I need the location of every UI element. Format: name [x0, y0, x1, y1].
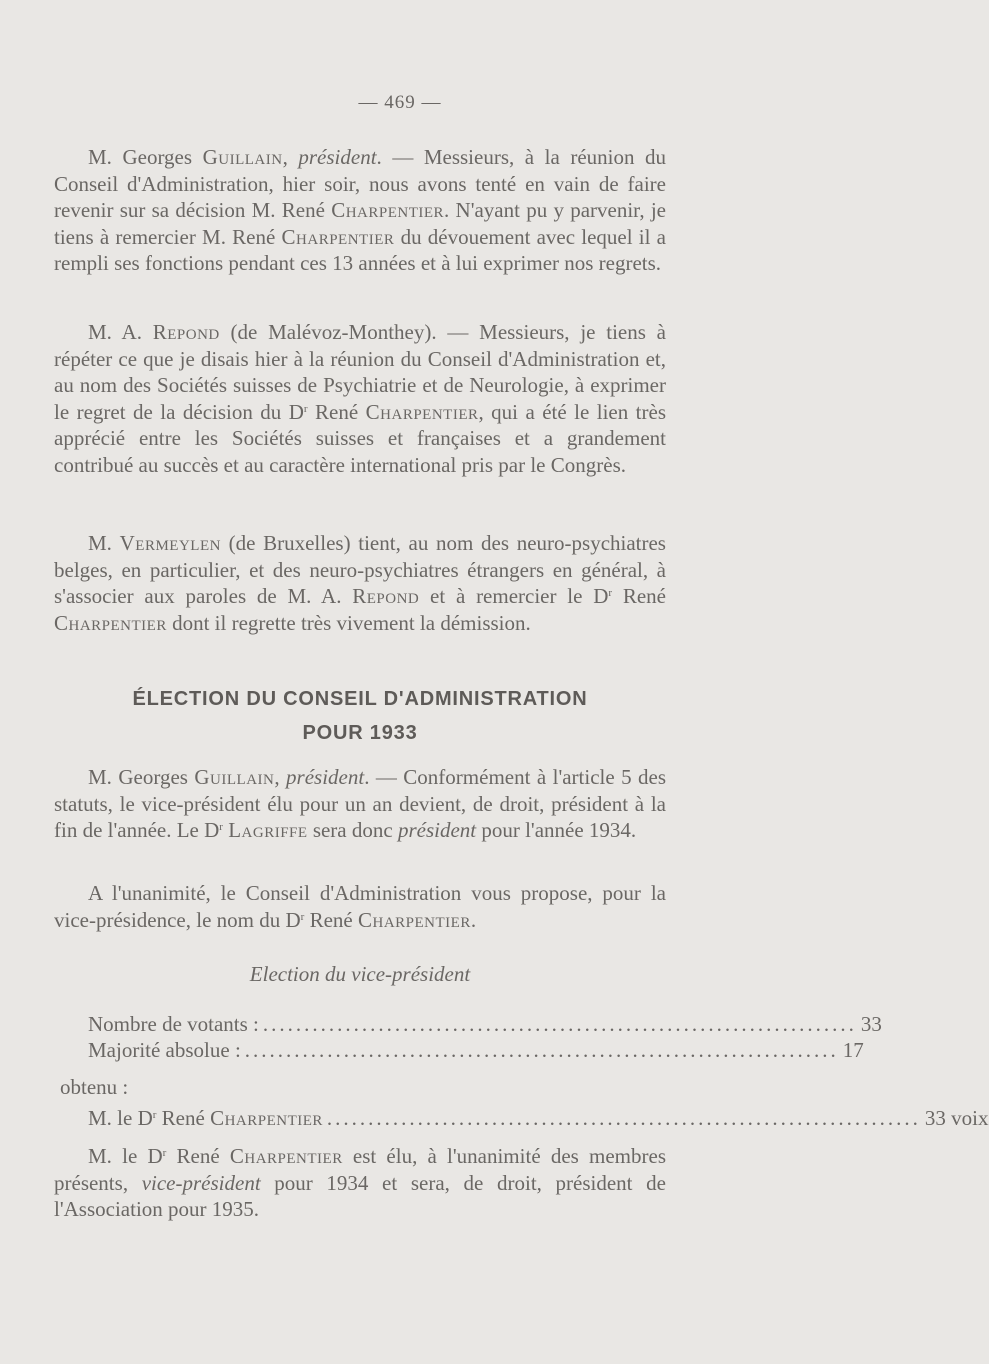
votes-row-voters [88, 1011, 882, 1037]
superscript: r [300, 910, 305, 923]
votes-value: 33 voix [924, 1106, 989, 1130]
heading-line-1: ÉLECTION DU CONSEIL D'ADMINISTRATION [132, 688, 588, 710]
text-fragment: M. le D [88, 1144, 163, 1168]
text-fragment: du dévouement avec lequel il a rempli ses fonctions pendant ces 13 années et à lui exprimer nos regrets. [54, 224, 666, 275]
text-fragment: . [470, 907, 477, 932]
obtained-label: obtenu : [60, 1075, 129, 1099]
text-fragment: , qui a été le lien très apprécié entre les Sociétés suisses et françaises et a grandement contribué au succès et au caractère international pris par le Congrès. [54, 399, 666, 477]
text-fragment: René [156, 1106, 211, 1130]
role-text: président [397, 818, 477, 842]
text-fragment: M. Georges [88, 765, 195, 789]
speaker-name: Repond [152, 320, 220, 344]
superscript: r [162, 1147, 167, 1159]
text-fragment: M. [88, 531, 120, 555]
superscript: r [303, 402, 308, 415]
person-name: Repond [352, 584, 420, 608]
text-fragment: . — Conformément à l'article 5 des statuts, le vice-président élu pour un an devient, de droit, président à la fin de l'année. Le D [54, 765, 667, 842]
speaker-name: Guillain [202, 145, 283, 169]
paragraph-guillain-intro: M. Georges Guillain, président. — Messieurs, à la réunion du Conseil d'Administration, hier soir, nous avons tenté en vain de faire revenir sur sa décision M. René Charpentier. N'ayant pu y parvenir, je tiens à remercier M. René Charpentier du dévouement avec lequel il a rempli ses fonctions pendant ces 13 années et à lui exprimer nos regrets. [54, 145, 667, 275]
candidate-label [88, 1105, 323, 1131]
superscript: r [219, 821, 223, 833]
person-name: Lagriffe [228, 818, 308, 842]
text-fragment: . — Messieurs, à la réunion du Conseil d'Administration, hier soir, nous avons tenté en vain de faire revenir sur sa décision M. René [54, 145, 667, 222]
text-fragment: (de Bruxelles) tient, au nom des neuro-psychiatres belges, en particulier, et des neuro-psychiatres étrangers en général, à s'associer aux paroles de M. A. [54, 531, 666, 608]
person-name: Charpentier [210, 1106, 323, 1130]
text-fragment: dont il regrette très vivement la démission. [166, 610, 531, 635]
person-name: Charpentier [331, 198, 445, 222]
superscript: r [152, 1109, 157, 1121]
votes-row-candidate [88, 1105, 989, 1131]
speaker-name: Guillain [194, 765, 275, 789]
text-fragment: sera donc [307, 818, 398, 842]
votes-value: 33 [860, 1012, 882, 1036]
paragraph-result [54, 1143, 666, 1223]
heading-line-2: POUR 1933 [302, 722, 418, 744]
text-fragment: M. Georges [88, 145, 203, 169]
text-fragment: est élu, à l'unanimité des membres présents, [54, 1144, 666, 1195]
votes-row-majority [88, 1037, 864, 1063]
text-fragment: A l'unanimité, le Conseil d'Administration vous propose, pour la vice-présidence, le nom du D [54, 881, 666, 932]
person-name: Charpentier [365, 399, 479, 424]
superscript: r [608, 587, 613, 599]
page-number: — 469 — [358, 92, 442, 113]
text-fragment: et à remercier le D [419, 584, 609, 608]
votes-label: Nombre de votants : [88, 1012, 259, 1036]
text-fragment: M. le D [88, 1106, 153, 1130]
person-name: Charpentier [54, 610, 167, 635]
text-fragment: pour l'année 1934. [476, 818, 637, 842]
paragraph-unanimite [54, 880, 666, 933]
dot-leader: ........................................................................ [244, 1038, 839, 1062]
votes-value: 17 [842, 1038, 864, 1062]
text-fragment: pour 1934 et sera, de droit, président de l'Association pour 1935. [54, 1170, 666, 1221]
speaker-role: président [286, 765, 365, 789]
speaker-role: président [298, 145, 377, 169]
text-fragment: René [166, 1144, 230, 1168]
election-subheading: Election du vice-président [249, 962, 471, 986]
person-name: Charpentier [281, 224, 395, 249]
paragraph-guillain-statuts: M. Georges Guillain, président. — Conformément à l'article 5 des statuts, le vice-président élu pour un an devient, de droit, président à la fin de l'année. Le $D^r$ Lagriffe sera donc président pour l'année 1934. [54, 765, 667, 842]
dot-leader: ........................................................................ [326, 1106, 921, 1130]
text-fragment: René [304, 907, 358, 932]
text-fragment: . N'ayant pu y parvenir, je tiens à remercier M. René [54, 198, 666, 249]
section-heading [54, 682, 666, 750]
person-name: Charpentier [358, 907, 471, 932]
votes-label: Majorité absolue : [88, 1038, 241, 1062]
paragraph-repond [54, 319, 666, 478]
speaker-name: Vermeylen [119, 531, 221, 555]
person-name: Charpentier [229, 1144, 343, 1168]
text-fragment: René [307, 399, 366, 424]
text-fragment: (de Malévoz-Monthey). — Messieurs, je tiens à répéter ce que je disais hier à la réunion du Conseil d'Administration et, au nom des Sociétés suisses de Psychiatrie et de Neurologie, à exprimer le regret de la décision du D [54, 320, 666, 424]
paragraph-vermeylen [54, 530, 666, 636]
text-fragment: René [612, 584, 666, 608]
text-fragment: M. A. [88, 320, 153, 344]
dot-leader: ........................................................................ [262, 1012, 857, 1036]
role-text: vice-président [141, 1170, 261, 1195]
